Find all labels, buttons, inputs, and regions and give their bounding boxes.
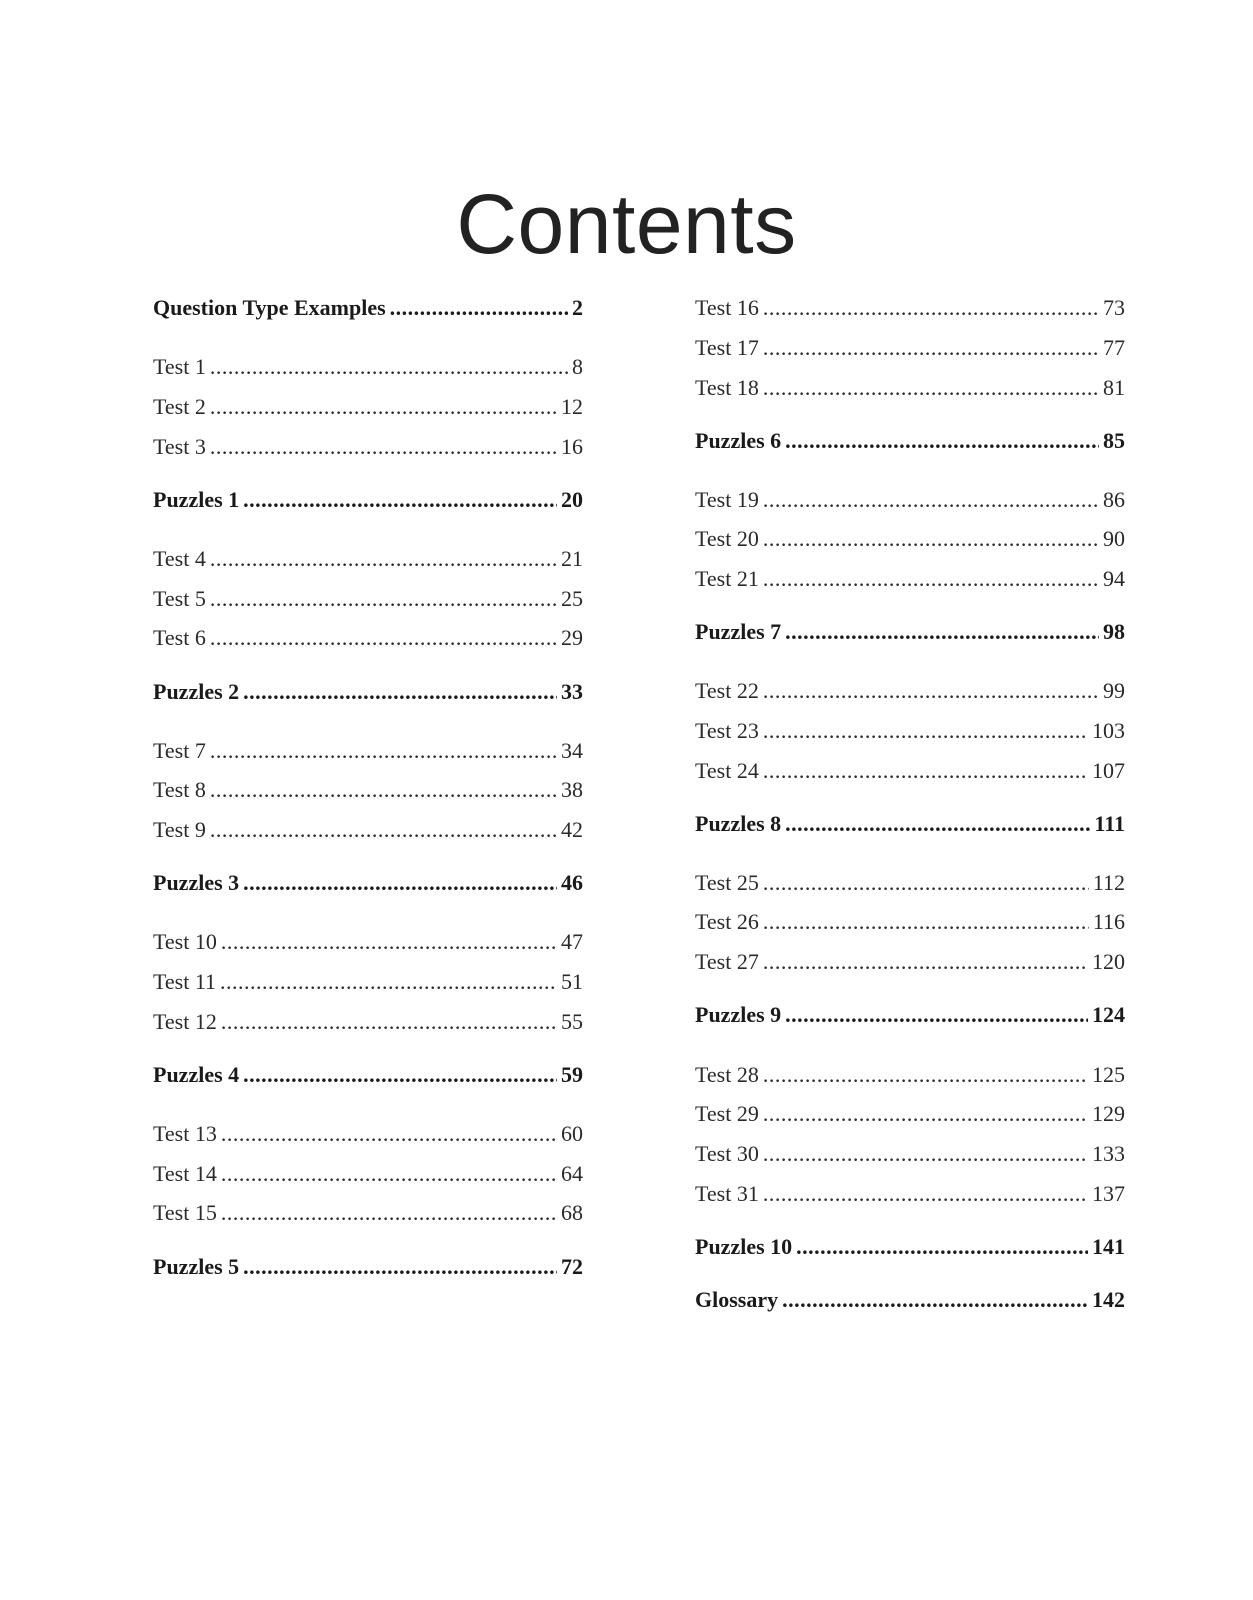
toc-entry-page-number: 77 [1103, 335, 1125, 360]
toc-entry-page-number: 33 [561, 679, 583, 704]
toc-entry [695, 1139, 1125, 1169]
dot-leader [763, 1179, 1088, 1209]
toc-entry-page-number: 112 [1092, 870, 1125, 895]
dot-leader [210, 352, 568, 382]
toc-entry-label: Test 30 [695, 1141, 759, 1166]
dot-leader [796, 1232, 1088, 1262]
toc-entry-label: Test 19 [695, 487, 759, 512]
dot-leader [210, 432, 557, 462]
toc-entry-page-number: 16 [561, 434, 583, 459]
toc-entry-label: Test 28 [695, 1062, 759, 1087]
dot-leader [220, 967, 557, 997]
toc-entry-label: Test 27 [695, 949, 759, 974]
dot-leader [763, 373, 1099, 403]
toc-entry-label: Test 4 [153, 546, 206, 571]
toc-entry [153, 1007, 583, 1037]
toc-entry-page-number: 103 [1092, 718, 1125, 743]
dot-leader [763, 756, 1088, 786]
toc-entry [695, 1232, 1125, 1262]
toc-entry-label: Test 31 [695, 1181, 759, 1206]
toc-entry-label: Test 17 [695, 335, 759, 360]
dot-leader [763, 1099, 1088, 1129]
dot-leader [763, 333, 1099, 363]
toc-entry-page-number: 46 [561, 870, 583, 895]
toc-entry-page-number: 81 [1103, 375, 1125, 400]
toc-entry-label: Test 14 [153, 1161, 217, 1186]
toc-entry [153, 868, 583, 898]
toc-entry [695, 756, 1125, 786]
toc-entry-label: Test 7 [153, 738, 206, 763]
toc-entry-label: Test 15 [153, 1200, 217, 1225]
toc-entry-page-number: 94 [1103, 566, 1125, 591]
toc-entry [153, 736, 583, 766]
dot-leader [763, 907, 1089, 937]
dot-leader [221, 1198, 557, 1228]
toc-entry-label: Test 29 [695, 1101, 759, 1126]
dot-leader [763, 947, 1088, 977]
dot-leader [243, 1252, 557, 1282]
dot-leader [210, 736, 557, 766]
dot-leader [243, 868, 557, 898]
toc-entry-page-number: 133 [1092, 1141, 1125, 1166]
toc-entry-page-number: 72 [561, 1254, 583, 1279]
toc-entry [695, 617, 1125, 647]
toc-entry [153, 677, 583, 707]
toc-entry-page-number: 137 [1092, 1181, 1125, 1206]
toc-entry-label: Test 9 [153, 817, 206, 842]
toc-entry-label: Test 24 [695, 758, 759, 783]
toc-entry-page-number: 42 [561, 817, 583, 842]
toc-entry-label: Question Type Examples [153, 295, 386, 320]
toc-entry [695, 333, 1125, 363]
dot-leader [785, 1000, 1088, 1030]
toc-entry-page-number: 64 [561, 1161, 583, 1186]
toc-entry-page-number: 59 [561, 1062, 583, 1087]
toc-entry [153, 815, 583, 845]
toc-entry-label: Puzzles 9 [695, 1002, 782, 1027]
dot-leader [210, 584, 557, 614]
toc-entry [153, 1252, 583, 1282]
toc-entry [695, 564, 1125, 594]
toc-entry-page-number: 21 [561, 546, 583, 571]
toc-entry-label: Test 18 [695, 375, 759, 400]
dot-leader [785, 426, 1099, 456]
toc-entry-page-number: 129 [1092, 1101, 1125, 1126]
toc-entry-label: Test 11 [153, 969, 217, 994]
toc-entry-label: Puzzles 4 [153, 1062, 240, 1087]
toc-entry [153, 352, 583, 382]
dot-leader [221, 927, 557, 957]
dot-leader [785, 617, 1099, 647]
toc-entry-page-number: 124 [1092, 1002, 1125, 1027]
toc-entry-label: Test 21 [695, 566, 759, 591]
toc-entry-page-number: 2 [572, 295, 583, 320]
dot-leader [763, 1060, 1088, 1090]
toc-entry [695, 716, 1125, 746]
toc-entry [153, 1198, 583, 1228]
toc-entry-page-number: 47 [561, 929, 583, 954]
toc-entry [695, 293, 1125, 323]
dot-leader [210, 623, 557, 653]
toc-entry [695, 868, 1125, 898]
toc-entry [153, 293, 583, 323]
dot-leader [210, 392, 557, 422]
toc-entry-page-number: 51 [561, 969, 583, 994]
dot-leader [210, 815, 557, 845]
toc-entry-page-number: 90 [1103, 526, 1125, 551]
toc-entry-page-number: 98 [1103, 619, 1125, 644]
dot-leader [243, 1060, 557, 1090]
toc-entry-label: Puzzles 8 [695, 811, 782, 836]
toc-entry [695, 373, 1125, 403]
page-title: Contents [456, 177, 797, 272]
toc-entry [153, 967, 583, 997]
toc-entry [153, 1159, 583, 1189]
dot-leader [221, 1119, 557, 1149]
dot-leader [763, 868, 1089, 898]
toc-entry-label: Test 16 [695, 295, 759, 320]
toc-entry-page-number: 68 [561, 1200, 583, 1225]
toc-entry-label: Glossary [695, 1287, 779, 1312]
toc-entry [153, 432, 583, 462]
toc-entry-page-number: 25 [561, 586, 583, 611]
toc-entry-label: Test 5 [153, 586, 206, 611]
toc-entry [695, 426, 1125, 456]
toc-left-column [153, 0, 583, 1600]
toc-entry [153, 775, 583, 805]
toc-entry [153, 485, 583, 515]
dot-leader [210, 775, 557, 805]
dot-leader [763, 485, 1099, 515]
toc-entry-label: Test 26 [695, 909, 759, 934]
toc-entry-page-number: 38 [561, 777, 583, 802]
toc-entry-page-number: 29 [561, 625, 583, 650]
toc-entry-label: Test 8 [153, 777, 206, 802]
toc-entry-label: Test 23 [695, 718, 759, 743]
dot-leader [243, 485, 557, 515]
toc-entry-page-number: 85 [1103, 428, 1125, 453]
toc-entry [695, 1099, 1125, 1129]
dot-leader [763, 293, 1099, 323]
toc-entry-label: Puzzles 3 [153, 870, 240, 895]
toc-entry-label: Test 2 [153, 394, 206, 419]
dot-leader [210, 544, 557, 574]
toc-entry-label: Puzzles 10 [695, 1234, 793, 1259]
toc-entry-label: Puzzles 7 [695, 619, 782, 644]
dot-leader [785, 809, 1090, 839]
dot-leader [782, 1285, 1088, 1315]
toc-entry-page-number: 120 [1092, 949, 1125, 974]
toc-entry-label: Puzzles 6 [695, 428, 782, 453]
toc-entry-page-number: 73 [1103, 295, 1125, 320]
toc-entry-page-number: 107 [1092, 758, 1125, 783]
toc-entry-label: Test 13 [153, 1121, 217, 1146]
toc-entry [695, 1285, 1125, 1315]
toc-entry-label: Puzzles 5 [153, 1254, 240, 1279]
toc-entry [695, 524, 1125, 554]
toc-entry-label: Puzzles 2 [153, 679, 240, 704]
dot-leader [763, 676, 1099, 706]
toc-entry-page-number: 141 [1092, 1234, 1125, 1259]
toc-entry [695, 1000, 1125, 1030]
toc-entry [153, 927, 583, 957]
dot-leader [243, 677, 557, 707]
toc-entry [153, 584, 583, 614]
toc-entry-page-number: 99 [1103, 678, 1125, 703]
toc-entry-page-number: 8 [572, 354, 583, 379]
toc-entry-page-number: 60 [561, 1121, 583, 1146]
toc-entry-page-number: 116 [1092, 909, 1125, 934]
toc-entry-page-number: 86 [1103, 487, 1125, 512]
toc-entry-page-number: 12 [561, 394, 583, 419]
dot-leader [763, 524, 1099, 554]
toc-entry [695, 1179, 1125, 1209]
toc-entry-label: Test 20 [695, 526, 759, 551]
toc-right-column [695, 0, 1125, 1600]
toc-entry-label: Test 22 [695, 678, 759, 703]
toc-entry [695, 676, 1125, 706]
toc-entry [695, 485, 1125, 515]
toc-entry [695, 947, 1125, 977]
toc-entry [153, 1060, 583, 1090]
toc-entry-page-number: 20 [561, 487, 583, 512]
toc-entry-page-number: 34 [561, 738, 583, 763]
toc-entry-label: Test 3 [153, 434, 206, 459]
toc-entry [695, 1060, 1125, 1090]
toc-entry-label: Test 10 [153, 929, 217, 954]
toc-entry-label: Test 1 [153, 354, 206, 379]
dot-leader [763, 716, 1088, 746]
toc-entry-page-number: 111 [1094, 811, 1125, 836]
toc-entry-page-number: 125 [1092, 1062, 1125, 1087]
dot-leader [763, 1139, 1088, 1169]
toc-entry-page-number: 55 [561, 1009, 583, 1034]
toc-entry-label: Test 6 [153, 625, 206, 650]
dot-leader [763, 564, 1099, 594]
toc-entry-label: Test 25 [695, 870, 759, 895]
toc-entry-label: Test 12 [153, 1009, 217, 1034]
toc-entry [695, 809, 1125, 839]
toc-entry [153, 392, 583, 422]
toc-entry [153, 1119, 583, 1149]
dot-leader [221, 1159, 557, 1189]
toc-entry-page-number: 142 [1092, 1287, 1125, 1312]
dot-leader [221, 1007, 557, 1037]
dot-leader [390, 293, 568, 323]
toc-entry [695, 907, 1125, 937]
toc-entry [153, 623, 583, 653]
toc-entry-label: Puzzles 1 [153, 487, 240, 512]
toc-entry [153, 544, 583, 574]
